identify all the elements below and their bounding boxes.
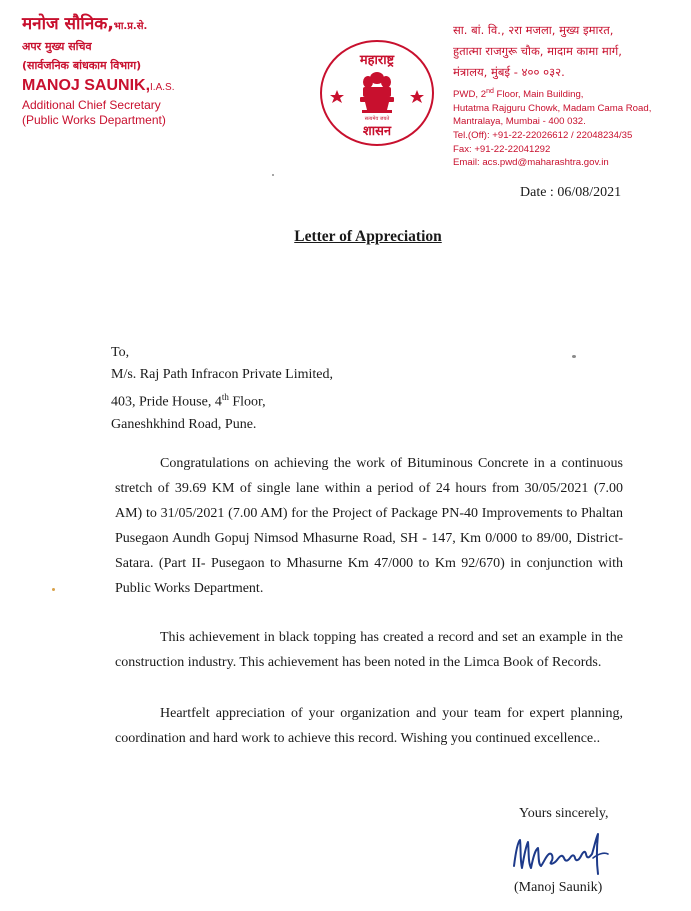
signatory-name: (Manoj Saunik) — [514, 880, 603, 895]
address-english — [453, 85, 689, 170]
recipient-company: M/s. Raj Path Infracon Private Limited, — [111, 367, 334, 382]
recipient-address — [111, 342, 333, 436]
letter-title: Letter of Appreciation — [294, 228, 442, 245]
address-english-line: Mantralaya, Mumbai - 400 032. — [453, 116, 586, 128]
letterhead-right — [453, 20, 689, 170]
letterhead-left — [22, 14, 174, 128]
letter-date: Date : 06/08/2021 — [520, 185, 622, 200]
address-hindi-line: हुतात्मा राजगुरू चौक, मादाम कामा मार्ग, — [453, 44, 622, 58]
officer-name-english: MANOJ SAUNIK,I.A.S. — [22, 77, 175, 94]
maharashtra-emblem-icon — [318, 38, 436, 148]
scan-speck — [272, 174, 274, 176]
svg-text:शासन: शासन — [362, 124, 392, 139]
salutation-to: To, — [111, 345, 130, 360]
recipient-address-line: 403, Pride House, 4th Floor, — [111, 392, 266, 410]
address-english-line: Hutatma Rajguru Chowk, Madam Cama Road, — [453, 102, 652, 114]
body-paragraph-1: Congratulations on achieving the work of Bituminous Concrete in a continuous stretch of 39.69 KM of single lane within a period of 24 hours from 30/05/2021 (7.00 AM) to 31/05/2021 (7.00 AM) for the Project of Package PN-40 Improvements to Phaltan Pusegaon Aundh Gopuj Nimsod Mhasurne Road, SH - 147, Km 0/000 to 89/00, District- Satara. (Part II- Pusegaon to Mhasurne Km 47/000 to Km 92/670) in conjunction with Public Works Department. — [115, 456, 623, 596]
scan-speck — [52, 588, 55, 591]
officer-title-english: Additional Chief Secretary — [22, 98, 161, 112]
email-line: Email: acs.pwd@maharashtra.gov.in — [453, 157, 609, 169]
officer-dept-hindi: (सार्वजनिक बांधकाम विभाग) — [22, 59, 142, 72]
svg-text:सत्यमेव जयते: सत्यमेव जयते — [364, 116, 390, 122]
body-paragraph-2: This achievement in black topping has created a record and set an example in the construction industry. This achievement has been noted in the Limca Book of Records. — [115, 630, 623, 670]
address-hindi-line: सा. बां. वि., २रा मजला, मुख्य इमारत, — [453, 23, 614, 37]
address-hindi-line: मंत्रालय, मुंबई - ४०० ०३२. — [453, 65, 565, 79]
body-paragraph-3: Heartfelt appreciation of your organization and your team for expert planning, coordination and hard work to achieve this record. Wishing you continued excellence.. — [115, 706, 623, 746]
fax-line: Fax: +91-22-22041292 — [453, 143, 551, 155]
recipient-address-line: Ganeshkhind Road, Pune. — [111, 416, 257, 432]
telephone-line: Tel.(Off): +91-22-22026612 / 22048234/35 — [453, 129, 633, 141]
signature-icon — [508, 828, 620, 876]
scan-speck — [572, 355, 576, 358]
closing-line: Yours sincerely, — [519, 806, 609, 821]
svg-text:महाराष्ट्र: महाराष्ट्र — [359, 53, 395, 68]
address-english-line: PWD, 2nd Floor, Main Building, — [453, 88, 584, 101]
officer-name-hindi: मनोज सौनिक,भा.प्र.से. — [22, 14, 148, 34]
officer-title-hindi: अपर मुख्य सचिव — [22, 40, 92, 53]
officer-dept-english: (Public Works Department) — [22, 113, 166, 127]
